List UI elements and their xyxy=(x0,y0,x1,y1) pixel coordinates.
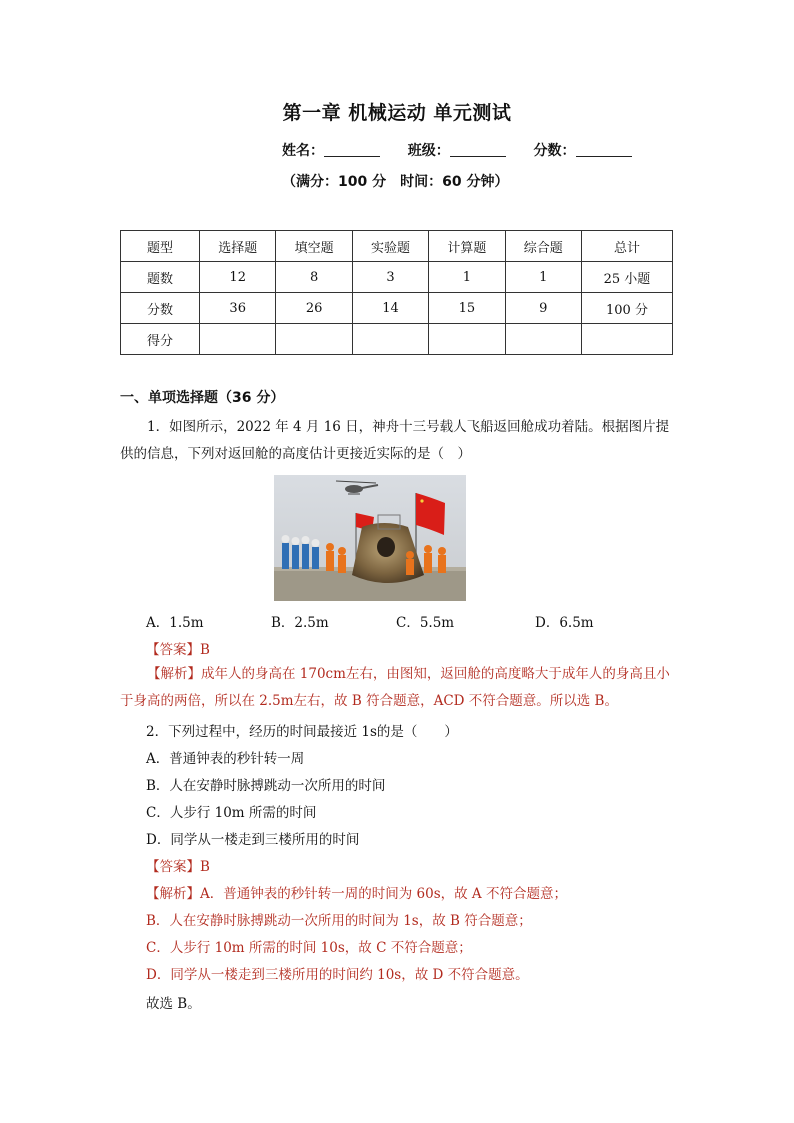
score-cell-choice: 选择题 xyxy=(200,231,276,262)
q2-option-d[interactable]: D．同学从一楼走到三楼所用的时间 xyxy=(146,832,360,848)
score-cell-total[interactable] xyxy=(581,324,672,355)
score-cell-choice: 36 xyxy=(200,293,276,324)
student-info-line xyxy=(282,140,632,160)
q1-analysis xyxy=(120,661,676,715)
class-blank[interactable] xyxy=(450,142,506,157)
q2-analysis-line-1 xyxy=(146,882,567,902)
score-table-row xyxy=(121,262,673,293)
score-cell-comprehensive: 9 xyxy=(505,293,581,324)
q1-answer-value: B xyxy=(200,642,210,658)
section-heading: 一、单项选择题（36 分） xyxy=(120,390,285,406)
score-cell-choice: 12 xyxy=(200,262,276,293)
capsule-landing-illustration xyxy=(274,475,466,601)
score-cell-experiment: 3 xyxy=(352,262,428,293)
score-cell-type: 题型 xyxy=(121,231,200,262)
score-cell-total: 100 分 xyxy=(581,293,672,324)
score-table-row xyxy=(121,231,673,262)
score-cell-comprehensive[interactable] xyxy=(505,324,581,355)
score-table xyxy=(120,230,673,355)
q2-analysis-tag: 【解析】 xyxy=(146,886,200,902)
q2-option-c[interactable]: C．人步行 10m 所需的时间 xyxy=(146,805,317,821)
q2-option-a[interactable]: A．普通钟表的秒针转一周 xyxy=(146,751,305,767)
score-cell-comprehensive: 1 xyxy=(505,262,581,293)
q1-option-d[interactable]: D．6.5m xyxy=(535,615,594,631)
score-cell-total: 总计 xyxy=(581,231,672,262)
score-label: 分数： xyxy=(533,143,576,159)
capsule-landing-photo xyxy=(274,475,466,601)
score-table-row xyxy=(121,293,673,324)
score-cell-fill: 填空题 xyxy=(276,231,352,262)
score-cell-type: 分数 xyxy=(121,293,200,324)
q1-stem: 1．如图所示，2022 年 4 月 16 日，神舟十三号载人飞船返回舱成功着陆。根据图片提供的信息，下列对返回舱的高度估计更接近实际的是（ ） xyxy=(120,419,670,462)
score-cell-calc[interactable] xyxy=(429,324,505,355)
score-cell-experiment[interactable] xyxy=(352,324,428,355)
q2-answer-tag: 【答案】 xyxy=(146,859,200,875)
exam-meta: （满分：100 分 时间：60 分钟） xyxy=(282,174,509,190)
q1-option-b[interactable]: B．2.5m xyxy=(271,615,329,631)
q2-analysis-text-a: A．普通钟表的秒针转一周的时间为 60s，故 A 不符合题意； xyxy=(200,886,567,902)
q2-analysis-line-2: B．人在安静时脉搏跳动一次所用的时间为 1s，故 B 符合题意； xyxy=(146,913,532,929)
score-cell-experiment: 14 xyxy=(352,293,428,324)
name-blank[interactable] xyxy=(324,142,380,157)
q1-option-a[interactable]: A．1.5m xyxy=(146,615,204,631)
q2-answer-value: B xyxy=(200,859,210,875)
page-title: 第一章 机械运动 单元测试 xyxy=(282,102,512,124)
score-cell-total: 25 小题 xyxy=(581,262,672,293)
score-cell-comprehensive: 综合题 xyxy=(505,231,581,262)
score-blank[interactable] xyxy=(576,142,632,157)
score-cell-fill: 8 xyxy=(276,262,352,293)
q1-answer xyxy=(146,638,210,658)
name-label: 姓名： xyxy=(282,143,324,159)
q1-analysis-tag: 【解析】 xyxy=(147,666,201,682)
score-cell-fill[interactable] xyxy=(276,324,352,355)
score-cell-fill: 26 xyxy=(276,293,352,324)
q2-analysis-line-3: C．人步行 10m 所需的时间 10s，故 C 不符合题意； xyxy=(146,940,472,956)
q2-stem: 2．下列过程中，经历的时间最接近 1s的是（ ） xyxy=(146,724,458,740)
score-cell-type: 题数 xyxy=(121,262,200,293)
q1-options xyxy=(0,611,794,631)
q2-option-b[interactable]: B．人在安静时脉搏跳动一次所用的时间 xyxy=(146,778,386,794)
score-cell-calc: 计算题 xyxy=(429,231,505,262)
q2-analysis-line-4: D．同学从一楼走到三楼所用的时间约 10s，故 D 不符合题意。 xyxy=(146,967,529,983)
score-cell-choice[interactable] xyxy=(200,324,276,355)
score-cell-calc: 15 xyxy=(429,293,505,324)
score-cell-experiment: 实验题 xyxy=(352,231,428,262)
q2-conclusion: 故选 B。 xyxy=(146,996,201,1012)
class-label: 班级： xyxy=(407,143,450,159)
score-table-row xyxy=(121,324,673,355)
score-cell-calc: 1 xyxy=(429,262,505,293)
q2-answer xyxy=(146,855,210,875)
score-cell-type: 得分 xyxy=(121,324,200,355)
q1-analysis-text: 成年人的身高在 170cm左右，由图知，返回舱的高度略大于成年人的身高且小于身高的两倍，所以在 2.5m左右，故 B 符合题意，ACD 不符合题意。所以选 B。 xyxy=(120,666,670,709)
q1-option-c[interactable]: C．5.5m xyxy=(396,615,455,631)
q1-answer-tag: 【答案】 xyxy=(146,642,200,658)
